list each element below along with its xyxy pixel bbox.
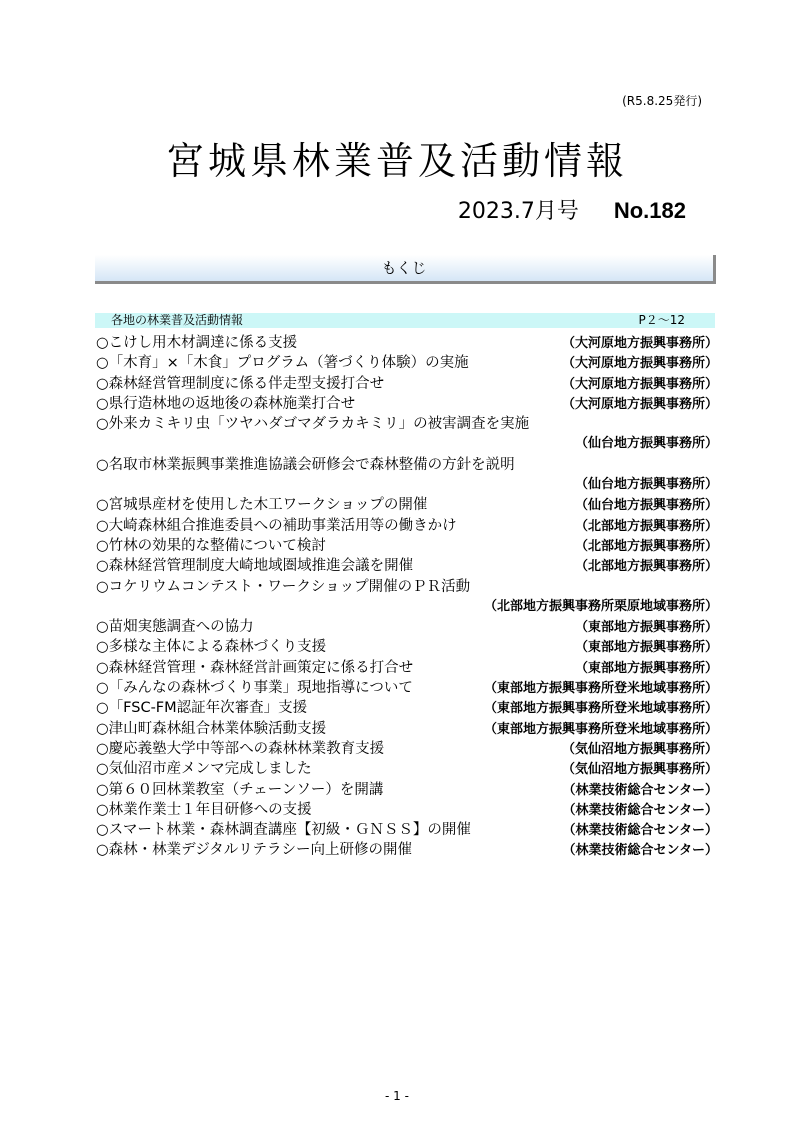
toc-item[interactable] — [96, 838, 718, 858]
toc-item-org: （気仙沼地方振興事務所） — [561, 762, 718, 778]
toc-item-org: （大河原地方振興事務所） — [561, 376, 718, 392]
toc-item-text: ○第６０回林業教室（チェーンソー）を開講 — [96, 781, 384, 798]
page-number: - 1 - — [385, 1089, 409, 1103]
toc-item[interactable] — [96, 372, 718, 392]
toc-item[interactable] — [96, 493, 718, 513]
toc-item[interactable] — [96, 656, 718, 676]
toc-item-text: ○「FSC-FM認証年次審査」支援 — [96, 700, 308, 717]
toc-item-org: （北部地方振興事務所） — [574, 559, 718, 575]
toc-item[interactable] — [96, 392, 718, 412]
toc-item-org: （大河原地方振興事務所） — [561, 396, 718, 412]
toc-item-org: （仙台地方振興事務所） — [574, 436, 718, 452]
toc-item[interactable] — [96, 676, 718, 696]
toc-item[interactable] — [96, 635, 718, 655]
toc-item-text: ○森林経営管理・森林経営計画策定に係る打合せ — [96, 659, 414, 676]
toc-item-org: （東部地方振興事務所） — [574, 660, 718, 676]
toc-item-org: （仙台地方振興事務所） — [574, 498, 718, 514]
toc-banner: もくじ — [95, 255, 716, 284]
section-title: 各地の林業普及活動情報 — [111, 313, 244, 327]
toc-item[interactable] — [96, 453, 718, 494]
toc-item[interactable] — [96, 696, 718, 716]
toc-item-text: ○森林・林業デジタルリテラシー向上研修の開催 — [96, 842, 412, 859]
toc-item-text: ○宮城県産材を使用した木工ワークショップの開催 — [96, 497, 428, 514]
issue-line — [458, 194, 686, 225]
toc-item[interactable] — [96, 514, 718, 534]
toc-item-org: （東部地方振興事務所登米地域事務所） — [483, 681, 718, 697]
section-pages: P２～12 — [638, 313, 685, 327]
toc-item-text: ○林業作業士１年目研修への支援 — [96, 801, 312, 818]
toc-item-text: ○外来カミキリ虫「ツヤハダゴマダラカキミリ」の被害調査を実施 — [96, 416, 530, 433]
toc-item-org: （大河原地方振興事務所） — [561, 356, 718, 372]
toc-item[interactable] — [96, 331, 718, 351]
toc-item-text: ○竹林の効果的な整備について検討 — [96, 537, 326, 554]
toc-item-org: （大河原地方振興事務所） — [561, 336, 718, 351]
toc-item-org: （林業技術総合センター） — [562, 843, 718, 859]
toc-list — [96, 331, 718, 859]
toc-item-text: ○森林経営管理制度に係る伴走型支援打合せ — [96, 375, 385, 392]
toc-item-org: （気仙沼地方振興事務所） — [561, 741, 718, 757]
page-title: 宮城県林業普及活動情報 — [165, 139, 628, 183]
toc-item-text: ○森林経営管理制度大崎地域圏域推進会議を開催 — [96, 558, 414, 575]
toc-item[interactable] — [96, 737, 718, 757]
toc-item-org: （林業技術総合センター） — [562, 823, 718, 839]
toc-item-org: （東部地方振興事務所） — [574, 640, 718, 656]
toc-item-text: ○県行造林地の返地後の森林施業打合せ — [96, 395, 356, 412]
issue-month: 2023.7月号 — [457, 199, 579, 224]
toc-item-text: ○名取市林業振興事業推進協議会研修会で森林整備の方針を説明 — [96, 456, 515, 473]
toc-item[interactable] — [96, 554, 718, 574]
issue-number: No.182 — [613, 198, 686, 223]
toc-item[interactable] — [96, 798, 718, 818]
toc-item-org: （東部地方振興事務所登米地域事務所） — [483, 721, 718, 737]
toc-item-text: ○多様な主体による森林づくり支援 — [96, 639, 327, 656]
toc-item-text: ○苗畑実態調査への協力 — [96, 619, 254, 636]
toc-item-org: （東部地方振興事務所） — [574, 620, 718, 636]
toc-item-text: ○慶応義塾大学中等部への森林林業教育支援 — [96, 740, 385, 757]
toc-item[interactable] — [96, 757, 718, 777]
toc-item-text: ○コケリウムコンテスト・ワークショップ開催のＰＲ活動 — [96, 578, 471, 595]
toc-item-text: ○気仙沼市産メンマ完成しました — [96, 761, 312, 778]
toc-item[interactable] — [96, 412, 718, 453]
toc-item-text: ○「みんなの森林づくり事業」現地指導について — [96, 680, 413, 697]
toc-item[interactable] — [96, 575, 718, 616]
toc-item[interactable] — [96, 778, 718, 798]
toc-item-org: （東部地方振興事務所登米地域事務所） — [483, 701, 718, 717]
issue-date: (R5.8.25発行) — [622, 94, 702, 108]
toc-item-org: （林業技術総合センター） — [562, 782, 718, 798]
toc-item-org: （林業技術総合センター） — [562, 802, 718, 818]
toc-item[interactable] — [96, 717, 718, 737]
toc-item[interactable] — [96, 818, 718, 838]
section-header — [95, 313, 715, 328]
toc-item-org: （仙台地方振興事務所） — [574, 477, 718, 493]
toc-item-text: ○スマート林業・森林調査講座【初級・ＧＮＳＳ】の開催 — [96, 822, 471, 839]
toc-item-text: ○大崎森林組合推進委員への補助事業活用等の働きかけ — [96, 517, 457, 534]
toc-item[interactable] — [96, 351, 718, 371]
toc-item-text: ○「木育」×「木食」プログラム（箸づくり体験）の実施 — [96, 355, 469, 372]
toc-item-org: （北部地方振興事務所栗原地域事務所） — [483, 598, 718, 614]
toc-item-text: ○津山町森林組合林業体験活動支援 — [96, 720, 327, 737]
toc-item-text: ○こけし用木材調達に係る支援 — [96, 335, 298, 351]
toc-item[interactable] — [96, 615, 718, 635]
toc-item[interactable] — [96, 534, 718, 554]
toc-item-org: （北部地方振興事務所） — [574, 538, 718, 554]
toc-item-org: （北部地方振興事務所） — [574, 518, 718, 534]
